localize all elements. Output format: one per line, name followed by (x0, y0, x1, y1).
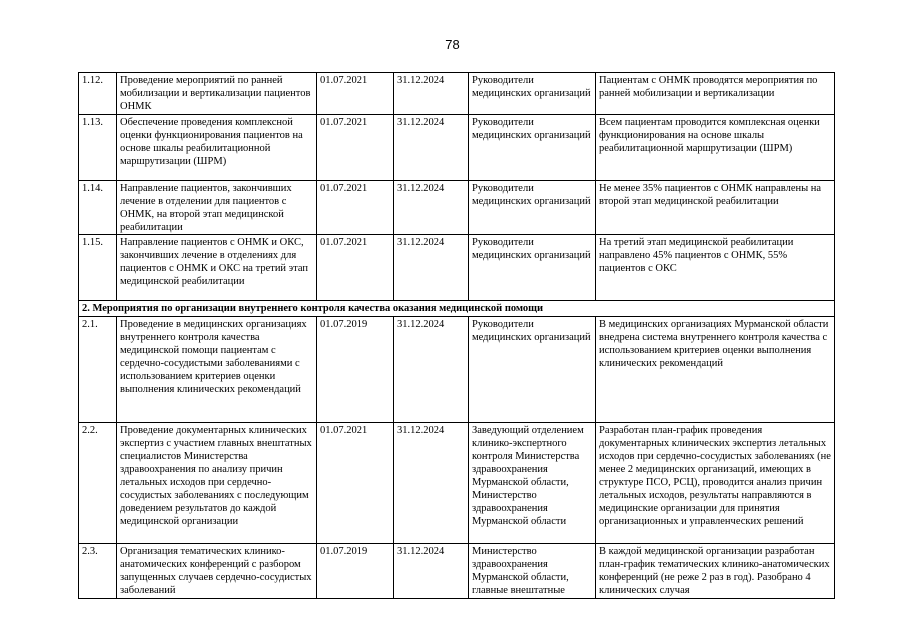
expected-result: Пациентам с ОНМК проводятся мероприятия по ранней мобилизации и вертикализации (596, 73, 835, 115)
expected-result: Разработан план-график проведения документарных клинических экспертиз летальных исходов при сердечно-сосудистых заболеваниях (не менее 2 медицинских организаций, имеющих в структуре ПСО, РСЦ), проводится анализ причин летальных исходов, результаты направляются в медицинские организации для принятия организационных и управленческих решений (596, 423, 835, 544)
table-row (79, 544, 835, 599)
event-name: Проведение в медицинских организациях внутреннего контроля качества медицинской помощи пациентам с сердечно-сосудистыми заболеваниями с использованием критериев оценки выполнения клинических рекомендаций (117, 317, 317, 423)
start-date: 01.07.2021 (317, 73, 394, 115)
row-number: 2.2. (79, 423, 117, 544)
table-row (79, 423, 835, 544)
expected-result: В каждой медицинской организации разработан план-график тематических клинико-анатомических конференций (не реже 2 раз в год). Разобрано 4 клинических случая (596, 544, 835, 599)
expected-result: В медицинских организациях Мурманской области внедрена система внутреннего контроля качества с использованием критериев оценки выполнения клинических рекомендаций (596, 317, 835, 423)
table-row (79, 235, 835, 301)
measures-table (78, 72, 835, 599)
start-date: 01.07.2021 (317, 181, 394, 235)
responsible: Руководители медицинских организаций (469, 317, 596, 423)
row-number: 1.14. (79, 181, 117, 235)
end-date: 31.12.2024 (394, 73, 469, 115)
page-number: 78 (445, 37, 460, 52)
row-number: 2.3. (79, 544, 117, 599)
end-date: 31.12.2024 (394, 423, 469, 544)
row-number: 1.12. (79, 73, 117, 115)
row-number: 1.15. (79, 235, 117, 301)
responsible: Руководители медицинских организаций (469, 73, 596, 115)
table-row (79, 73, 835, 115)
expected-result: Всем пациентам проводится комплексная оценки функционирования на основе шкалы реабилитационной маршрутизации (ШРМ) (596, 115, 835, 181)
event-name: Проведение документарных клинических экспертиз с участием главных внештатных специалистов Министерства здравоохранения по анализу причин летальных исходов при сердечно-сосудистых заболеваниях с последующим доведением результатов до каждой медицинской организации (117, 423, 317, 544)
start-date: 01.07.2019 (317, 544, 394, 599)
start-date: 01.07.2019 (317, 317, 394, 423)
end-date: 31.12.2024 (394, 115, 469, 181)
end-date: 31.12.2024 (394, 317, 469, 423)
responsible: Руководители медицинских организаций (469, 115, 596, 181)
start-date: 01.07.2021 (317, 423, 394, 544)
event-name: Направление пациентов, закончивших лечение в отделении для пациентов с ОНМК, на второй этап медицинской реабилитации (117, 181, 317, 235)
section-row (79, 301, 835, 317)
end-date: 31.12.2024 (394, 181, 469, 235)
section-title: 2. Мероприятия по организации внутреннего контроля качества оказания медицинской помощи (79, 301, 835, 317)
responsible: Руководители медицинских организаций (469, 235, 596, 301)
table-row (79, 317, 835, 423)
event-name: Проведение мероприятий по ранней мобилизации и вертикализации пациентов ОНМК (117, 73, 317, 115)
row-number: 1.13. (79, 115, 117, 181)
event-name: Направление пациентов с ОНМК и ОКС, закончивших лечение в отделениях для пациентов с ОНМК и ОКС на третий этап медицинской реабилитации (117, 235, 317, 301)
expected-result: На третий этап медицинской реабилитации направлено 45% пациентов с ОНМК, 55% пациентов с ОКС (596, 235, 835, 301)
event-name: Организация тематических клинико-анатомических конференций с разбором запущенных случаев сердечно-сосудистых заболеваний (117, 544, 317, 599)
start-date: 01.07.2021 (317, 235, 394, 301)
event-name: Обеспечение проведения комплексной оценки функционирования пациентов на основе шкалы реабилитационной маршрутизации (ШРМ) (117, 115, 317, 181)
end-date: 31.12.2024 (394, 235, 469, 301)
table-row (79, 181, 835, 235)
expected-result: Не менее 35% пациентов с ОНМК направлены на второй этап медицинской реабилитации (596, 181, 835, 235)
responsible: Руководители медицинских организаций (469, 181, 596, 235)
start-date: 01.07.2021 (317, 115, 394, 181)
responsible: Министерство здравоохранения Мурманской области, главные внештатные (469, 544, 596, 599)
end-date: 31.12.2024 (394, 544, 469, 599)
row-number: 2.1. (79, 317, 117, 423)
table-row (79, 115, 835, 181)
responsible: Заведующий отделением клинико-экспертного контроля Министерства здравоохранения Мурманской области, Министерство здравоохранения Мурманской области (469, 423, 596, 544)
